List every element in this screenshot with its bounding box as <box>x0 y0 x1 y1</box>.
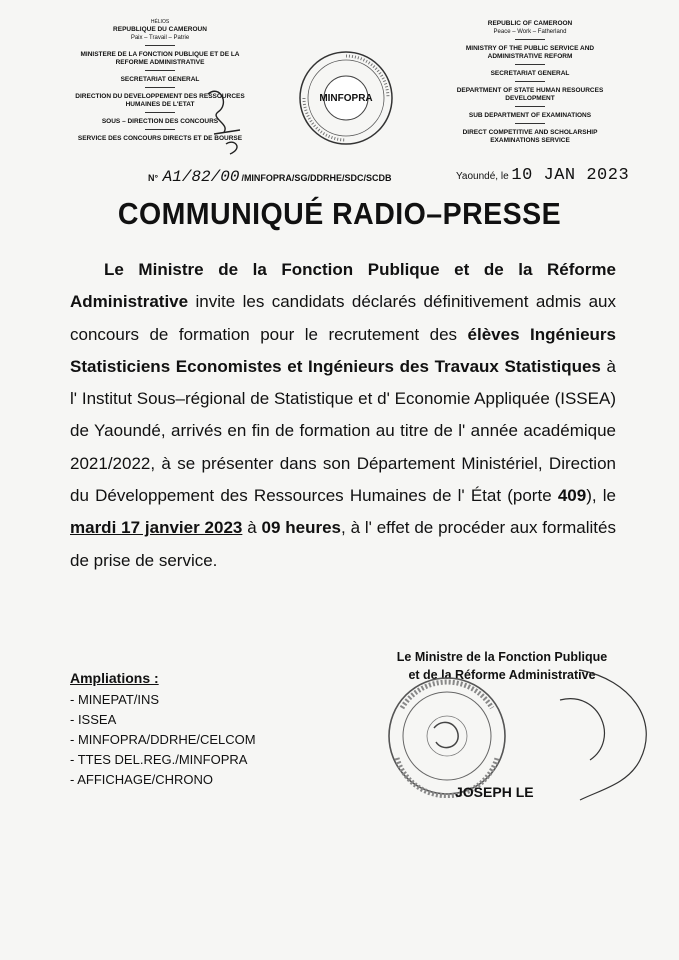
reference-prefix: N° <box>148 173 159 183</box>
header-right-divider <box>515 64 545 65</box>
body-text-b: à l' Institut Sous–régional de Statistique et d' Economie Appliquée (ISSEA) de Yaoundé, arrivés en fin de formation au titre de l' année académique 2021/2022, à se présenter dans son Département Ministériel, Direction du Développement des Ressources Humaines de l' État (porte <box>70 356 616 506</box>
body-text-c: ), le <box>586 486 616 506</box>
header-right-motto: Peace – Work – Fatherland <box>493 29 567 35</box>
signature-line-2: et de la Réforme Administrative <box>408 668 596 682</box>
body-text-e: , à l' effet de procéder aux formalités de prise de service. <box>70 518 616 570</box>
header-left-service: SERVICE DES CONCOURS DIRECTS ET DE BOURSE <box>77 135 243 142</box>
header-left-secretariat: SECRETARIAT GENERAL <box>120 76 200 83</box>
header-left-tag: HÉLIOS <box>150 19 170 25</box>
date-line <box>456 166 629 185</box>
ampliations-title: Ampliations : <box>70 670 159 686</box>
signatory-name: JOSEPH LE <box>455 784 534 800</box>
ampliations-list <box>70 690 256 790</box>
header-left-subdirection: SOUS – DIRECTION DES CONCOURS <box>101 118 219 125</box>
meeting-date: mardi 17 janvier 2023 <box>70 518 243 538</box>
header-right-subdepartment: SUB DEPARTMENT OF EXAMINATIONS <box>468 112 592 119</box>
candidates-category: élèves Ingénieurs Statisticiens Economistes et Ingénieurs des Travaux Statistiques <box>70 324 616 376</box>
header-right-divider <box>515 123 545 124</box>
header-right-country: REPUBLIC OF CAMEROON <box>487 20 573 27</box>
list-item: - MINEPAT/INS <box>70 692 160 707</box>
date-stamp: 10 JAN 2023 <box>511 166 630 185</box>
minfopra-logo-icon <box>298 50 394 146</box>
header-right-secretariat: SECRETARIAT GENERAL <box>490 70 570 77</box>
handwritten-scribble-icon <box>200 84 260 164</box>
header-left-divider <box>145 45 175 46</box>
communique-body <box>70 254 616 577</box>
handwritten-signature-icon <box>540 660 660 810</box>
list-item: - ISSEA <box>70 712 117 727</box>
header-right-ministry: MINISTRY OF THE PUBLIC SERVICE AND ADMINISTRATIVE REFORM <box>465 45 595 60</box>
header-left-divider <box>145 70 175 71</box>
list-item: - TTES DEL.REG./MINFOPRA <box>70 752 248 767</box>
header-left-divider <box>145 87 175 88</box>
official-seal-stamp-icon <box>372 668 522 798</box>
header-left-divider <box>145 112 175 113</box>
header-right-divider <box>515 39 545 40</box>
header-left-motto: Paix – Travail – Patrie <box>130 35 190 41</box>
document-title: COMMUNIQUÉ RADIO–PRESSE <box>117 196 562 231</box>
header-right-divider <box>515 106 545 107</box>
minister-title: Le Ministre de la Fonction Publique et de la Réforme Administrative <box>70 260 616 312</box>
header-left-ministry: MINISTERE DE LA FONCTION PUBLIQUE ET DE LA REFORME ADMINISTRATIVE <box>80 51 240 66</box>
list-item: - MINFOPRA/DDRHE/CELCOM <box>70 732 256 747</box>
header-left-country: REPUBLIQUE DU CAMEROUN <box>113 26 207 33</box>
header-right-department: DEPARTMENT OF STATE HUMAN RESOURCES DEVELOPMENT <box>456 87 604 102</box>
meeting-time: 09 heures <box>261 518 341 538</box>
body-text-d: à <box>242 518 262 538</box>
header-right <box>440 20 620 145</box>
ampliations <box>70 668 256 790</box>
logo-text: MINFOPRA <box>319 93 373 104</box>
signature-line-1: Le Ministre de la Fonction Publique <box>396 650 608 664</box>
reference-suffix: /MINFOPRA/SG/DDRHE/SDC/SCDB <box>241 173 392 183</box>
header-left-direction: DIRECTION DU DEVELOPPEMENT DES RESSOURCES HUMAINES DE L'ETAT <box>75 93 245 108</box>
body-text-a: invite les candidats déclarés définitivement admis aux concours de formation pour le recrutement des <box>70 292 616 344</box>
header-right-divider <box>515 81 545 82</box>
date-place: Yaoundé, le <box>456 171 509 182</box>
reference-line <box>148 168 391 186</box>
door-number: 409 <box>557 486 587 506</box>
list-item: - AFFICHAGE/CHRONO <box>70 772 214 787</box>
header-left-divider <box>145 129 175 130</box>
header-right-service: DIRECT COMPETITIVE AND SCHOLARSHIP EXAMINATIONS SERVICE <box>462 129 598 144</box>
reference-number: A1/82/00 <box>162 168 240 186</box>
